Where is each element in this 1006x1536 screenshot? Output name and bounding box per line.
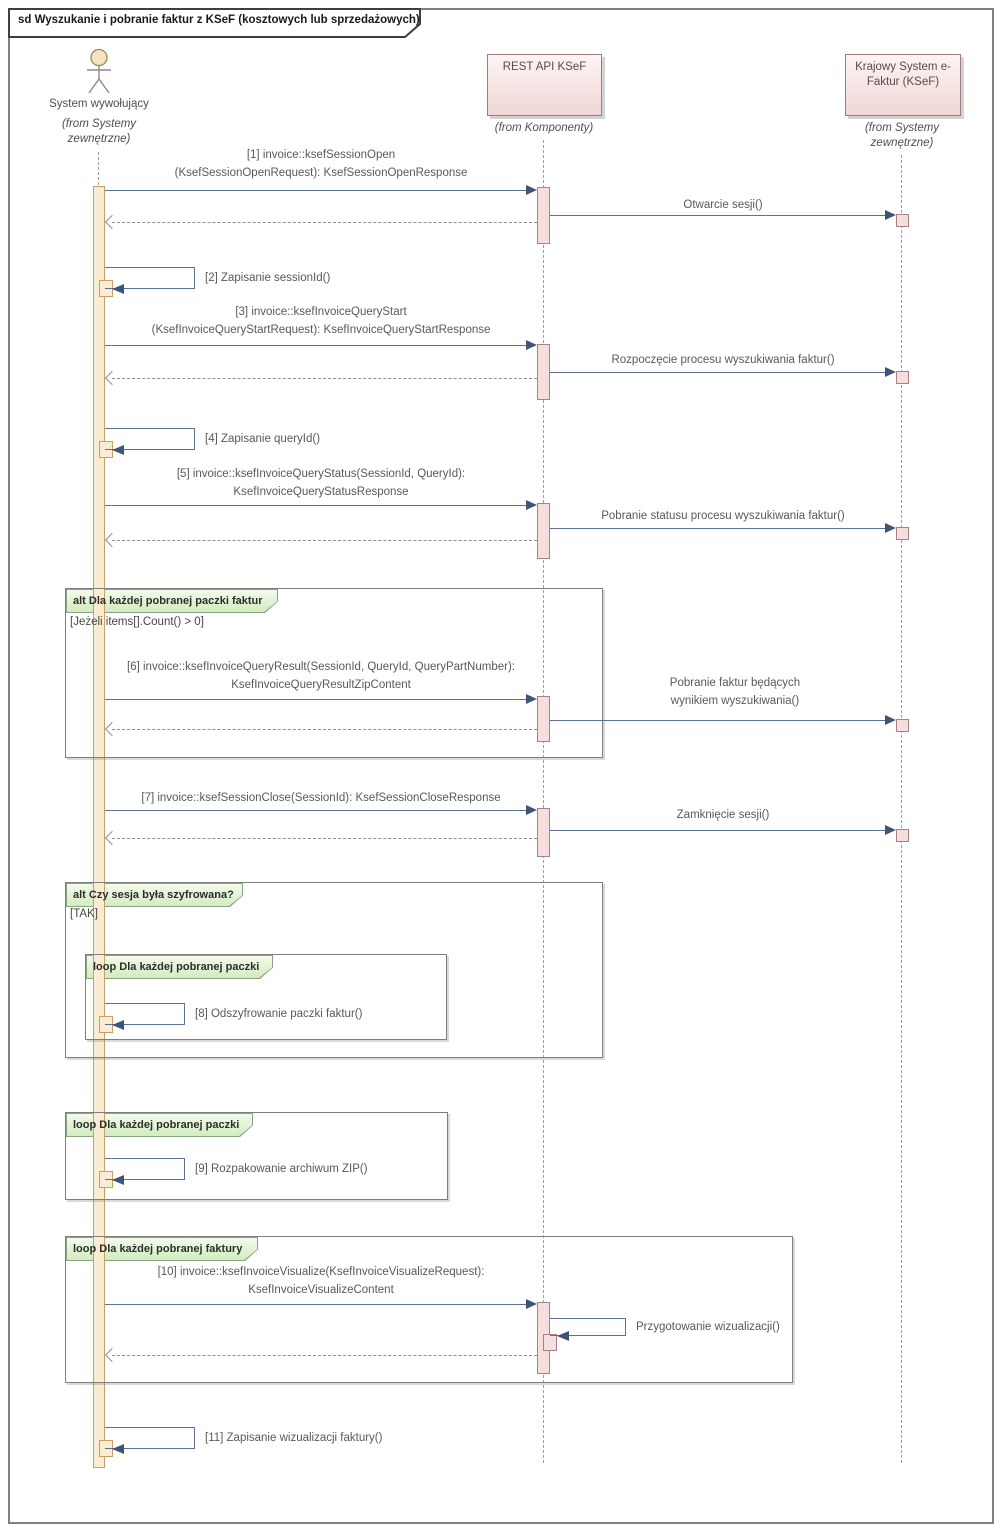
fragment-alt-encrypted-guard: [TAK] — [70, 908, 98, 920]
message-7-text: [7] invoice::ksefSessionClose(SessionId): KsefSessionCloseResponse — [141, 792, 501, 804]
message-10-line — [105, 1304, 526, 1305]
activation-ksef-5 — [896, 829, 909, 842]
message-3-arrowhead — [526, 340, 537, 350]
message-5-line — [105, 505, 526, 506]
activation-rest-self — [543, 1334, 557, 1351]
message-5b-arrowhead — [885, 523, 896, 533]
message-6-text: [6] invoice::ksefInvoiceQueryResult(SessionId, QueryId, QueryPartNumber): KsefInvoiceQueryResultZipContent — [127, 661, 515, 691]
message-5-arrowhead — [526, 500, 537, 510]
message-3b-line — [550, 372, 885, 373]
fragment-loop-visualize-label: loop Dla każdej pobranej faktury — [73, 1243, 243, 1255]
message-6b-arrowhead — [885, 715, 896, 725]
message-4-self-line — [105, 428, 195, 450]
message-10b-text: Przygotowanie wizualizacji() — [636, 1321, 780, 1333]
message-6-arrowhead — [526, 694, 537, 704]
message-9-arrowhead — [112, 1175, 124, 1185]
message-3b-text: Rozpoczęcie procesu wyszukiwania faktur() — [611, 354, 835, 366]
message-3-text: [3] invoice::ksefInvoiceQueryStart (KsefInvoiceQueryStartRequest): KsefInvoiceQueryStartResponse — [151, 306, 491, 336]
return-10-line — [112, 1355, 537, 1356]
message-4-text: [4] Zapisanie queryId() — [205, 433, 321, 445]
activation-rest-3 — [537, 503, 550, 559]
activation-rest-2 — [537, 344, 550, 400]
message-7-arrowhead — [526, 805, 537, 815]
message-6b-line — [550, 720, 885, 721]
message-10b-self-line — [550, 1318, 626, 1336]
message-9-self-line — [105, 1158, 185, 1180]
message-3b-arrowhead — [885, 367, 896, 377]
fragment-alt-packets-label: alt Dla każdej pobranej paczki faktur — [73, 595, 263, 607]
participant-rest-api-box — [487, 54, 602, 116]
fragment-loop-unzip-label: loop Dla każdej pobranej paczki — [73, 1119, 240, 1131]
message-5-text: [5] invoice::ksefInvoiceQueryStatus(SessionId, QueryId): KsefInvoiceQueryStatusResponse — [176, 468, 466, 498]
message-7b-line — [550, 830, 885, 831]
message-1-arrowhead — [526, 185, 537, 195]
message-2-text: [2] Zapisanie sessionId() — [205, 272, 331, 284]
message-10-arrowhead — [526, 1299, 537, 1309]
message-11-text: [11] Zapisanie wizualizacji faktury() — [205, 1432, 383, 1444]
activation-ksef-2 — [896, 371, 909, 384]
participant-rest-api-name: REST API KSeF — [502, 61, 587, 73]
participant-ksef-box — [845, 54, 961, 116]
return-7-line — [112, 838, 537, 839]
message-1b-text: Otwarcie sesji() — [683, 199, 763, 211]
participant-rest-api-stereotype: (from Komponenty) — [494, 122, 594, 134]
participant-ksef-stereotype: (from Systemy zewnętrzne) — [864, 122, 940, 149]
message-11-self-line — [105, 1427, 195, 1449]
message-10-text: [10] invoice::ksefInvoiceVisualize(KsefInvoiceVisualizeRequest): KsefInvoiceVisualizeContent — [157, 1266, 485, 1296]
actor-icon — [81, 48, 117, 95]
message-1b-arrowhead — [885, 210, 896, 220]
message-6-line — [105, 699, 526, 700]
activation-rest-5 — [537, 808, 550, 857]
activation-ksef-1 — [896, 214, 909, 227]
fragment-loop-decrypt-label: loop Dla każdej pobranej paczki — [93, 961, 260, 973]
return-5-line — [112, 540, 537, 541]
message-5b-text: Pobranie statusu procesu wyszukiwania faktur() — [601, 510, 845, 522]
return-6-line — [112, 729, 537, 730]
message-7b-text: Zamknięcie sesji() — [676, 809, 770, 821]
activation-ksef-3 — [896, 527, 909, 540]
diagram-title: sd Wyszukanie i pobranie faktur z KSeF (kosztowych lub sprzedażowych) — [18, 14, 420, 26]
activation-rest-1 — [537, 187, 550, 244]
lifeline-ksef — [901, 155, 902, 1463]
fragment-alt-encrypted-label: alt Czy sesja była szyfrowana? — [73, 889, 234, 901]
message-11-arrowhead — [112, 1444, 124, 1454]
return-3-line — [112, 378, 537, 379]
message-2-arrowhead — [112, 284, 124, 294]
participant-caller-name: System wywołujący — [49, 98, 149, 110]
message-8-self-line — [105, 1003, 185, 1025]
message-1-line — [105, 190, 526, 191]
return-1-line — [112, 222, 537, 223]
message-10b-arrowhead — [557, 1331, 569, 1341]
message-4-arrowhead — [112, 445, 124, 455]
message-1-text: [1] invoice::ksefSessionOpen (KsefSessionOpenRequest): KsefSessionOpenResponse — [174, 149, 468, 179]
message-8-text: [8] Odszyfrowanie paczki faktur() — [195, 1008, 363, 1020]
message-3-line — [105, 345, 526, 346]
fragment-alt-packets-guard: [Jeżeli items[].Count() > 0] — [70, 616, 204, 628]
message-1b-line — [550, 215, 885, 216]
message-7-line — [105, 810, 526, 811]
participant-ksef-name: Krajowy System e-Faktur (KSeF) — [855, 61, 951, 88]
message-9-text: [9] Rozpakowanie archiwum ZIP() — [195, 1163, 368, 1175]
message-7b-arrowhead — [885, 825, 896, 835]
message-2-self-line — [105, 267, 195, 289]
message-6b-text: Pobranie faktur będących wynikiem wyszukiwania() — [669, 677, 801, 707]
activation-ksef-4 — [896, 719, 909, 732]
message-8-arrowhead — [112, 1020, 124, 1030]
message-5b-line — [550, 528, 885, 529]
participant-caller-stereotype: (from Systemy zewnętrzne) — [61, 118, 137, 145]
